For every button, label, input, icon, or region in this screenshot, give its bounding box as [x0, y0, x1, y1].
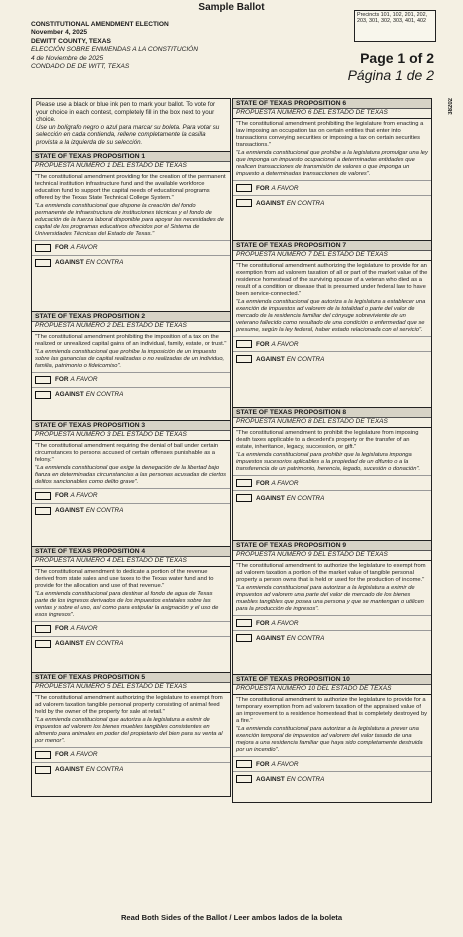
proposition-text-es: "La enmienda constitucional para prohibir que la legislatura imponga impuestos sucesorios aplicables a la propiedad de un difunto o a la transferencia de un patrimonio, herencia, legado, sucesión o donación".: [236, 452, 421, 472]
for-label: FOR: [55, 244, 69, 252]
choice-for[interactable]: [233, 756, 431, 771]
proposition-subtitle: PROPUESTA NÚMERO 10 DEL ESTADO DE TEXAS: [233, 685, 431, 695]
against-label-es: EN CONTRA: [85, 640, 124, 648]
for-label: FOR: [256, 619, 270, 627]
proposition-text-en: "The constitutional amendment authorizing the legislature to exempt from ad valorem taxation tangible personal property consisting of animal feed held by the owner of the property for sale at retail.": [35, 694, 223, 715]
against-label-es: EN CONTRA: [85, 259, 124, 267]
for-label: FOR: [55, 376, 69, 384]
choice-for[interactable]: [233, 180, 431, 195]
against-label: AGAINST: [55, 507, 84, 515]
choice-for[interactable]: [233, 336, 431, 351]
for-checkbox[interactable]: [35, 376, 51, 384]
proposition-text-en: "The constitutional amendment prohibiting the imposition of a tax on the realized or unrealized capital gains of an individual, family, estate, or trust.": [35, 333, 227, 347]
proposition-8: [232, 407, 432, 541]
choice-against[interactable]: [32, 762, 230, 777]
proposition-text-en: "The constitutional amendment to authorize the legislature to provide for a temporary exemption from ad valorem taxation of the appraised value of an improvement to a residence homestead that is completely destroyed by a fire.": [236, 697, 428, 724]
for-checkbox[interactable]: [236, 184, 252, 192]
instructions-es: Use un bolígrafo negro o azul para marcar su boleta. Para votar su selección en cada contienda, rellene completamente la casilla provista a la izquierda de su selección.: [36, 123, 220, 146]
proposition-text-en: "The constitutional amendment to authorize the legislature to exempt from ad valorem taxation a portion of the market value of tangible personal property a person owns that is held or used for the production of income.": [236, 563, 426, 583]
footer-note: Read Both Sides of the Ballot / Leer ambos lados de la boleta: [120, 913, 343, 922]
sample-ballot-title: Sample Ballot: [198, 2, 265, 13]
against-label: AGAINST: [256, 494, 285, 502]
for-label-es: A FAVOR: [70, 244, 98, 252]
proposition-9: [232, 540, 432, 675]
proposition-subtitle: PROPUESTA NÚMERO 1 DEL ESTADO DE TEXAS: [32, 162, 230, 172]
page-number-es: Página 1 de 2: [347, 67, 434, 83]
proposition-text-es: "La enmienda constitucional que autoriza a la legislatura a establecer una exención de impuestos ad valorem de la totalidad o parte del valor de mercado de la residencia familiar del cónyuge sobreviviente de un veterano fallecido como resultado de una condición o enfermedad que se presume, según la ley federal, haber estado relacionada con el servicio".: [236, 299, 426, 333]
against-label-es: EN CONTRA: [286, 199, 325, 207]
proposition-text-en: "The constitutional amendment to prohibit the legislature from imposing death taxes applicable to a decedent's property or the transfer of an estate, inheritance, legacy, succession, or gift.": [236, 430, 419, 450]
choice-for[interactable]: [32, 488, 230, 503]
for-label-es: A FAVOR: [271, 760, 299, 768]
against-label-es: EN CONTRA: [85, 391, 124, 399]
proposition-title: STATE OF TEXAS PROPOSITION 4: [32, 547, 230, 557]
for-label: FOR: [55, 625, 69, 633]
proposition-text-es: "La enmienda constitucional para autorizar a la legislatura a eximir de impuestos ad valorem una parte del valor de mercado de los bienes muebles tangibles que posea una persona y que se mantengan o utilicen para la producción de ingresos".: [236, 585, 424, 612]
proposition-text-en: "The constitutional amendment providing for the creation of the permanent technical institution infrastructure fund and the available workforce education fund to support the capital needs of educational programs offered by the Texas State Technical College System.": [35, 173, 226, 201]
against-label-es: EN CONTRA: [286, 494, 325, 502]
instructions-en: Please use a black or blue ink pen to mark your ballot. To vote for your choice in each contest, completely fill in the box next to your choice.: [36, 101, 216, 124]
voting-instructions: [31, 98, 231, 151]
choice-for[interactable]: [233, 615, 431, 630]
right-column: [232, 98, 432, 802]
proposition-title: STATE OF TEXAS PROPOSITION 6: [233, 99, 431, 109]
choice-for[interactable]: [32, 621, 230, 636]
proposition-text-en: "The constitutional amendment requiring the denial of bail under certain circumstances to persons accused of certain offenses punishable as a felony.": [35, 442, 219, 463]
proposition-3: [31, 420, 231, 547]
ballot-code: 38202: [448, 98, 454, 115]
for-checkbox[interactable]: [35, 625, 51, 633]
for-label-es: A FAVOR: [70, 492, 98, 500]
proposition-title: STATE OF TEXAS PROPOSITION 2: [32, 312, 230, 322]
against-label-es: EN CONTRA: [286, 355, 325, 363]
against-label: AGAINST: [256, 775, 285, 783]
for-label-es: A FAVOR: [271, 184, 299, 192]
election-name-es: ELECCIÓN SOBRE ENMIENDAS A LA CONSTITUCIÓN: [31, 46, 199, 54]
proposition-text-es: "La enmienda constitucional que prohíbe la imposición de un impuesto sobre las ganancias de capital realizadas o no realizadas de un individuo, familia, patrimonio o fideicomiso".: [35, 348, 225, 369]
against-label-es: EN CONTRA: [286, 634, 325, 642]
election-header: [31, 21, 261, 71]
proposition-title: STATE OF TEXAS PROPOSITION 3: [32, 421, 230, 431]
proposition-1: [31, 151, 231, 312]
choice-against[interactable]: [233, 351, 431, 366]
election-date-es: 4 de Noviembre de 2025: [31, 54, 104, 62]
for-label-es: A FAVOR: [271, 619, 299, 627]
choice-against[interactable]: [32, 387, 230, 402]
page-number: [330, 50, 434, 84]
proposition-title: STATE OF TEXAS PROPOSITION 5: [32, 673, 230, 683]
page-number-en: Page 1 of 2: [360, 50, 434, 66]
choice-for[interactable]: [32, 372, 230, 387]
against-checkbox[interactable]: [236, 634, 252, 642]
election-name: CONSTITUTIONAL AMENDMENT ELECTION: [31, 21, 169, 28]
against-checkbox[interactable]: [35, 507, 51, 515]
against-label: AGAINST: [55, 259, 84, 267]
proposition-text-es: "La enmienda constitucional que exige la denegación de la libertad bajo fianza en determinadas circunstancias a las personas acusadas de ciertos delitos sancionables como delito grave".: [35, 464, 227, 485]
proposition-title: STATE OF TEXAS PROPOSITION 10: [233, 675, 431, 685]
choice-against[interactable]: [233, 630, 431, 645]
for-label: FOR: [55, 492, 69, 500]
against-checkbox[interactable]: [236, 494, 252, 502]
for-label: FOR: [55, 751, 69, 759]
proposition-5: [31, 672, 231, 797]
for-label-es: A FAVOR: [70, 625, 98, 633]
choice-for[interactable]: [32, 240, 230, 255]
against-checkbox[interactable]: [35, 766, 51, 774]
against-checkbox[interactable]: [35, 259, 51, 267]
left-propositions: [31, 151, 231, 797]
proposition-subtitle: PROPUESTA NÚMERO 5 DEL ESTADO DE TEXAS: [32, 683, 230, 693]
against-checkbox[interactable]: [236, 355, 252, 363]
for-label: FOR: [256, 340, 270, 348]
against-label: AGAINST: [55, 391, 84, 399]
for-label: FOR: [256, 760, 270, 768]
against-label: AGAINST: [256, 199, 285, 207]
proposition-text-es: "La enmienda constitucional que dispone la creación del fondo permanente de infraestructura de instituciones técnicas y el fondo de educación de la fuerza laboral disponible para apoyar las necesidades de capital de los programas educativos ofrecidos por el Sistema de Universidades Técnicas del Estado de Texas.": [35, 202, 224, 237]
choice-against[interactable]: [32, 503, 230, 518]
choice-against[interactable]: [233, 490, 431, 505]
proposition-10: [232, 674, 432, 803]
proposition-title: STATE OF TEXAS PROPOSITION 8: [233, 408, 431, 418]
against-checkbox[interactable]: [35, 391, 51, 399]
proposition-subtitle: PROPUESTA NÚMERO 7 DEL ESTADO DE TEXAS: [233, 251, 431, 261]
against-label-es: EN CONTRA: [85, 507, 124, 515]
against-checkbox[interactable]: [236, 199, 252, 207]
proposition-subtitle: PROPUESTA NÚMERO 9 DEL ESTADO DE TEXAS: [233, 551, 431, 561]
proposition-text-es: "La enmienda constitucional que autoriza a la legislatura a eximir de impuestos ad valorem los bienes muebles tangibles consistentes en alimento para animales en poder del propietario del bien para su venta al por menor".: [35, 716, 223, 744]
for-checkbox[interactable]: [35, 751, 51, 759]
against-label: AGAINST: [55, 640, 84, 648]
choice-against[interactable]: [233, 195, 431, 210]
choice-against[interactable]: [32, 255, 230, 270]
proposition-subtitle: PROPUESTA NÚMERO 4 DEL ESTADO DE TEXAS: [32, 557, 230, 567]
for-checkbox[interactable]: [35, 492, 51, 500]
proposition-text-en: "The constitutional amendment prohibiting the legislature from enacting a law imposing an occupation tax on certain entities that enter into transactions conveying securities or imposing a tax on certain securities transactions.": [236, 121, 424, 148]
county-name-es: CONDADO DE DE WITT, TEXAS: [31, 63, 130, 71]
for-label-es: A FAVOR: [271, 479, 299, 487]
choice-against[interactable]: [32, 636, 230, 651]
proposition-title: STATE OF TEXAS PROPOSITION 1: [32, 152, 230, 162]
against-label-es: EN CONTRA: [85, 766, 124, 774]
for-checkbox[interactable]: [236, 479, 252, 487]
proposition-subtitle: PROPUESTA NÚMERO 6 DEL ESTADO DE TEXAS: [233, 109, 431, 119]
for-checkbox[interactable]: [236, 340, 252, 348]
choice-for[interactable]: [32, 747, 230, 762]
proposition-2: [31, 311, 231, 421]
proposition-title: STATE OF TEXAS PROPOSITION 9: [233, 541, 431, 551]
county-name: DEWITT COUNTY, TEXAS: [31, 37, 111, 45]
against-label: AGAINST: [55, 766, 84, 774]
for-checkbox[interactable]: [35, 244, 51, 252]
choice-against[interactable]: [233, 771, 431, 786]
proposition-subtitle: PROPUESTA NÚMERO 2 DEL ESTADO DE TEXAS: [32, 322, 230, 332]
proposition-text-en: "The constitutional amendment authorizing the legislature to provide for an exemption from ad valorem taxation of all or part of the market value of the residence homestead of the surviving spouse of a veteran who died as a result of a condition or disease that is presumed under federal law to have been service-connected.": [236, 263, 428, 297]
against-checkbox[interactable]: [35, 640, 51, 648]
for-checkbox[interactable]: [236, 619, 252, 627]
for-label: FOR: [256, 479, 270, 487]
proposition-title: STATE OF TEXAS PROPOSITION 7: [233, 241, 431, 251]
proposition-subtitle: PROPUESTA NÚMERO 8 DEL ESTADO DE TEXAS: [233, 418, 431, 428]
for-label-es: A FAVOR: [70, 376, 98, 384]
for-label-es: A FAVOR: [70, 751, 98, 759]
against-checkbox[interactable]: [236, 775, 252, 783]
proposition-7: [232, 240, 432, 408]
against-label: AGAINST: [256, 634, 285, 642]
right-propositions: [232, 98, 432, 803]
precinct-box: Precincts 101, 102, 201, 202, 203, 301, 302, 303, 401, 402: [354, 10, 436, 42]
proposition-text-es: "La enmienda constitucional para destinar al fondo de agua de Texas parte de los ingresos derivados de los impuestos estatales sobre las ventas y sobre el uso, así como para estipular la asignación y el uso de esos ingresos".: [35, 590, 219, 618]
against-label: AGAINST: [256, 355, 285, 363]
for-label-es: A FAVOR: [271, 340, 299, 348]
proposition-subtitle: PROPUESTA NÚMERO 3 DEL ESTADO DE TEXAS: [32, 431, 230, 441]
left-column: [31, 98, 231, 796]
proposition-4: [31, 546, 231, 673]
against-label-es: EN CONTRA: [286, 775, 325, 783]
choice-for[interactable]: [233, 475, 431, 490]
proposition-6: [232, 98, 432, 241]
for-checkbox[interactable]: [236, 760, 252, 768]
proposition-text-es: "La enmienda constitucional que prohíbe a la legislatura promulgar una ley que imponga un impuesto ocupacional a determinadas entidades que realicen transacciones de transmisión de valores o que imponga un impuesto a determinadas transacciones de valores".: [236, 150, 428, 177]
election-date: November 4, 2025: [31, 29, 88, 37]
proposition-text-en: "The constitutional amendment to dedicate a portion of the revenue derived from state sales and use taxes to the Texas water fund and to provide for the allocation and use of that revenue.": [35, 568, 214, 589]
for-label: FOR: [256, 184, 270, 192]
proposition-text-es: "La enmienda constitucional para autorizar a la legislatura a prever una exención temporal de impuestos ad valorem del valor tasado de una mejora a una residencia familiar que haya sido completamente destruida por un incendio".: [236, 726, 423, 753]
